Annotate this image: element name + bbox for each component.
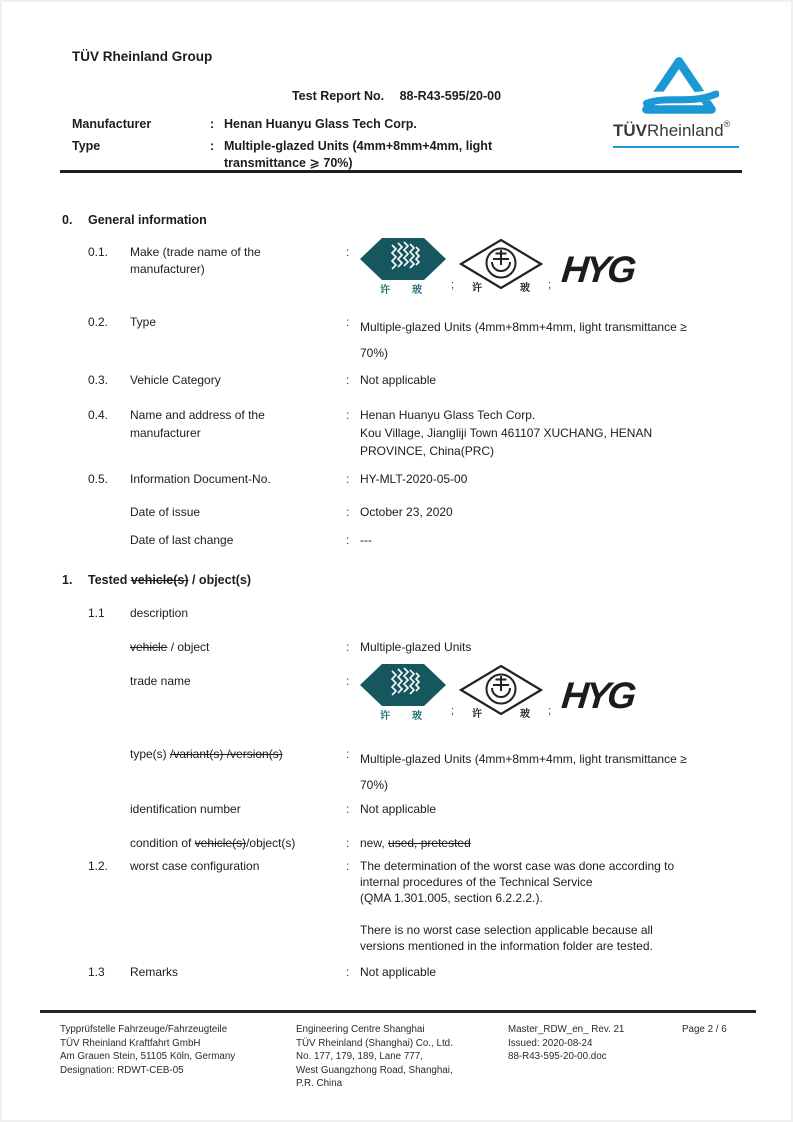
separator-semicolon: ; (548, 705, 552, 717)
address-label-line2: manufacturer (130, 426, 201, 440)
footer-office-germany (60, 1023, 296, 1091)
vehicle-object-label (130, 639, 346, 656)
info-doc-value: HY-MLT-2020-05-00 (360, 472, 468, 486)
tuv-wordmark-bold: TÜV (613, 121, 647, 140)
colon: : (346, 640, 350, 654)
condition-value (360, 835, 752, 852)
types-value-line2: 70%) (360, 778, 389, 792)
worst-case-p2-line2: versions mentioned in the information folder are tested. (360, 939, 653, 953)
remarks-label: Remarks (130, 965, 179, 979)
section-0-heading (62, 212, 207, 229)
info-doc-label: Information Document-No. (130, 472, 271, 486)
row-date-of-issue (88, 504, 752, 521)
trademark-logos (360, 238, 636, 295)
worst-case-p1-line2: internal procedures of the Technical Service (360, 875, 593, 889)
footer-office-shanghai (296, 1023, 508, 1091)
trademark-logos (360, 664, 636, 721)
section-0-number: 0. (62, 213, 73, 227)
worst-case-p2-line1: There is no worst case selection applicable because all (360, 923, 653, 937)
diamond-char-left: 许 (472, 709, 483, 720)
date-of-issue-label: Date of issue (130, 505, 201, 519)
row-number: 0.5. (88, 472, 109, 486)
section-1-number: 1. (62, 573, 73, 587)
row-number: 0.2. (88, 315, 109, 329)
footer-divider (40, 1010, 756, 1013)
type-value-line1: Multiple-glazed Units (4mm+8mm+4mm, light transmittance ≥ (360, 320, 687, 334)
hyg-logo: HYG (559, 249, 636, 290)
hexagon-char-left: 许 (380, 285, 390, 295)
logo-underline (613, 146, 739, 148)
type-row-header (72, 138, 614, 172)
row-number: 0.4. (88, 408, 109, 422)
hexagon-char-right: 玻 (412, 711, 422, 721)
footer-line: No. 177, 179, 189, Lane 777, (296, 1051, 423, 1062)
address-line3: PROVINCE, China(PRC) (360, 444, 495, 458)
footer-line: Designation: RDWT-CEB-05 (60, 1064, 184, 1076)
colon: : (346, 472, 350, 486)
types-value-line1: Multiple-glazed Units (4mm+8mm+4mm, light transmittance ≥ (360, 752, 687, 766)
worst-case-value (360, 858, 752, 954)
condition-value-struck: used, pretested (388, 836, 471, 850)
condition-value-pre: new, (360, 836, 389, 850)
diamond-char-right: 玻 (520, 283, 531, 294)
colon: : (346, 373, 350, 387)
type-value (224, 138, 614, 172)
worst-case-label: worst case configuration (130, 859, 260, 873)
report-number-label: Test Report No. (291, 89, 385, 103)
section-1-title (88, 572, 251, 589)
type-value-line2: transmittance ⩾ 70%) (224, 156, 353, 170)
row-types-variants (88, 746, 752, 798)
footer (60, 1023, 760, 1091)
page-number: Page 2 / 6 (682, 1024, 727, 1035)
colon: : (346, 245, 350, 259)
colon: : (210, 139, 215, 153)
address-label-line1: Name and address of the (130, 408, 265, 422)
types-label (130, 746, 346, 798)
row-description (88, 605, 752, 622)
footer-line: P.R. China (296, 1078, 343, 1089)
row-information-document (88, 471, 752, 488)
make-label (130, 244, 346, 278)
object-text: / object (167, 640, 210, 654)
row-date-of-last-change (88, 532, 752, 549)
footer-line: Master_RDW_en_ Rev. 21 (508, 1024, 625, 1035)
footer-line: Issued: 2020-08-24 (508, 1037, 593, 1049)
separator-semicolon: ; (548, 279, 552, 291)
hexagon-char-left: 许 (380, 711, 390, 721)
address-line1: Henan Huanyu Glass Tech Corp. (360, 408, 536, 422)
row-worst-case (88, 858, 752, 954)
identification-value: Not applicable (360, 802, 437, 816)
make-label-line1: Make (trade name of the (130, 245, 261, 259)
identification-label: identification number (130, 802, 241, 816)
row-remarks (88, 964, 752, 981)
worst-case-p1-line1: The determination of the worst case was done according to (360, 859, 675, 873)
worst-case-paragraph-2 (360, 922, 752, 954)
colon: : (346, 674, 350, 688)
colon: : (346, 315, 350, 329)
colon: : (346, 408, 350, 422)
trade-name-label: trade name (130, 674, 191, 688)
footer-line: TÜV Rheinland (Shanghai) Co., Ltd. (296, 1037, 453, 1049)
page-title: TÜV Rheinland Group (72, 49, 213, 64)
report-number-value: 88-R43-595/20-00 (399, 89, 502, 103)
condition-label-pre: condition of (130, 836, 195, 850)
separator-semicolon: ; (451, 279, 455, 291)
row-number: 1.2. (88, 859, 109, 873)
row-vehicle-category (88, 372, 752, 389)
type-value-line2: 70%) (360, 346, 389, 360)
row-identification-number (88, 801, 752, 818)
colon: : (210, 117, 215, 131)
vehicle-category-label: Vehicle Category (130, 373, 221, 387)
colon: : (346, 836, 350, 850)
footer-line: West Guangzhong Road, Shanghai, (296, 1064, 453, 1076)
date-of-issue-value: October 23, 2020 (360, 505, 453, 519)
footer-line: TÜV Rheinland Kraftfahrt GmbH (60, 1037, 201, 1049)
row-number: 1.3 (88, 965, 105, 979)
manufacturer-value: Henan Huanyu Glass Tech Corp. (224, 117, 417, 131)
tuv-wordmark (613, 119, 745, 142)
section-1-heading (62, 572, 251, 589)
type-row-label: Type (130, 315, 157, 329)
section-1-title-post: / object(s) (188, 573, 252, 587)
row-vehicle-object (88, 639, 752, 656)
row-type (88, 314, 752, 366)
section-0-title: General information (88, 213, 207, 227)
footer-document-info (508, 1023, 682, 1091)
diamond-char-left: 许 (472, 283, 483, 294)
colon: : (346, 533, 350, 547)
colon: : (346, 505, 350, 519)
manufacturer-label: Manufacturer (72, 117, 152, 131)
vehicle-object-value: Multiple-glazed Units (360, 640, 472, 654)
diamond-trademark-icon (459, 664, 543, 721)
colon: : (346, 802, 350, 816)
worst-case-paragraph-1 (360, 858, 752, 906)
type-row-value (360, 314, 752, 366)
condition-label-post: /object(s) (246, 836, 296, 850)
section-1-title-pre: Tested (88, 573, 131, 587)
diamond-trademark-icon (459, 238, 543, 295)
hexagon-char-right: 玻 (412, 285, 422, 295)
diamond-char-right: 玻 (520, 709, 531, 720)
types-label-pre: type(s) (130, 747, 171, 761)
footer-line: Typprüfstelle Fahrzeuge/Fahrzeugteile (60, 1024, 228, 1035)
type-value-line1: Multiple-glazed Units (4mm+8mm+4mm, light (224, 139, 493, 153)
tuv-triangle-icon (639, 56, 719, 118)
header-divider (60, 170, 742, 173)
hexagon-trademark-icon (360, 238, 446, 295)
hyg-logo: HYG (559, 675, 636, 716)
footer-line: Engineering Centre Shanghai (296, 1024, 425, 1035)
row-manufacturer-address (88, 406, 752, 460)
description-label: description (130, 606, 189, 620)
manufacturer-row (72, 116, 614, 133)
footer-line: Am Grauen Stein, 51105 Köln, Germany (60, 1051, 236, 1062)
address-line2: Kou Village, Jiangliji Town 461107 XUCHANG, HENAN (360, 426, 653, 440)
condition-label-struck: vehicle(s) (194, 836, 247, 850)
section-1-title-struck: vehicle(s) (130, 573, 189, 587)
tuv-wordmark-regular: Rheinland (647, 121, 724, 140)
row-number: 0.1. (88, 245, 109, 259)
colon: : (346, 747, 350, 761)
hexagon-trademark-icon (360, 664, 446, 721)
types-value (360, 746, 752, 798)
remarks-value: Not applicable (360, 965, 437, 979)
registered-trademark-icon: ® (723, 119, 731, 129)
separator-semicolon: ; (451, 705, 455, 717)
vehicle-struck: vehicle (130, 640, 168, 654)
type-label: Type (72, 139, 101, 153)
types-label-struck: /variant(s) /version(s) (170, 747, 283, 761)
worst-case-p1-line3: (QMA 1.301.005, section 6.2.2.2.). (360, 891, 543, 905)
date-of-last-change-label: Date of last change (130, 533, 234, 547)
colon: : (346, 859, 350, 873)
make-label-line2: manufacturer) (130, 262, 205, 276)
colon: : (346, 965, 350, 979)
row-condition (88, 835, 752, 852)
condition-label (130, 835, 346, 852)
date-of-last-change-value: --- (360, 533, 372, 547)
report-number-line (0, 88, 793, 105)
address-value (360, 406, 752, 460)
vehicle-category-value: Not applicable (360, 373, 437, 387)
row-number: 1.1 (88, 606, 105, 620)
row-number: 0.3. (88, 373, 109, 387)
address-label (130, 406, 346, 460)
footer-line: 88-R43-595-20-00.doc (508, 1051, 607, 1062)
